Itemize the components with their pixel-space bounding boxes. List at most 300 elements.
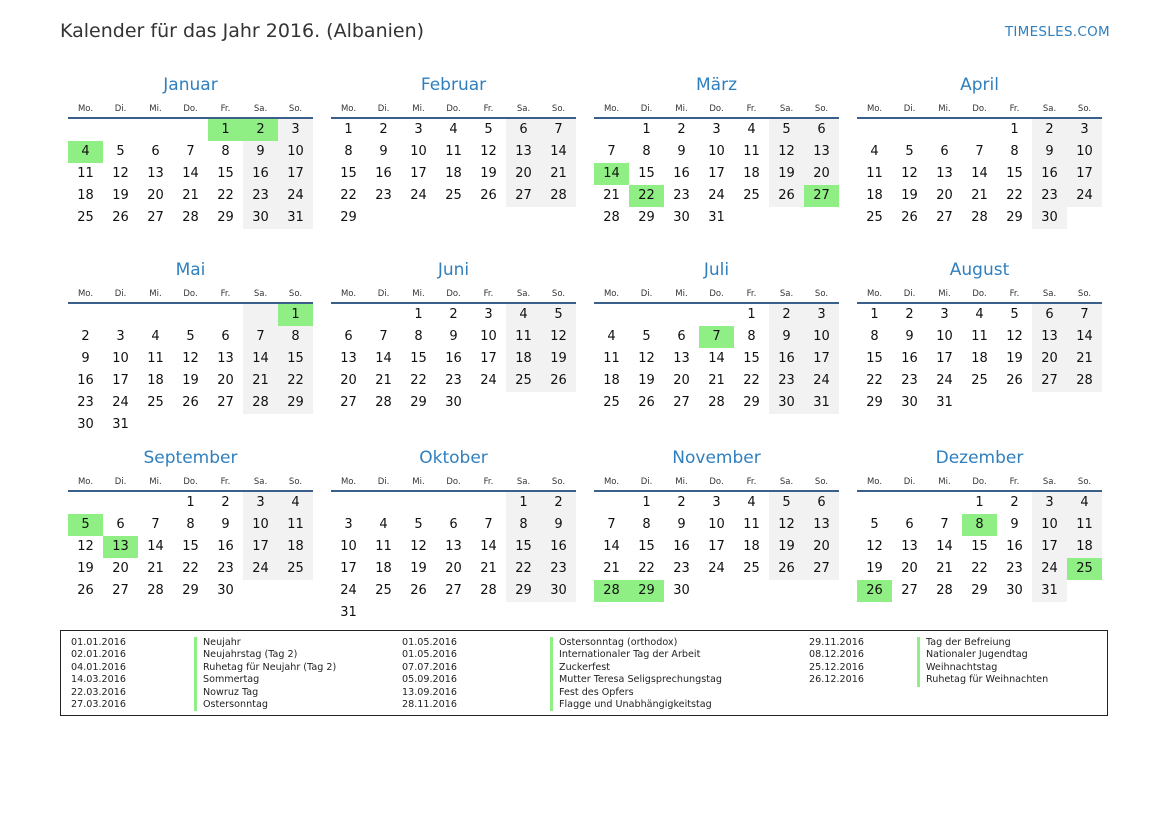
weekday-header	[857, 283, 1102, 304]
empty-cell	[138, 119, 173, 141]
day-cell: 15	[971, 539, 988, 554]
weekday-label: Mo.	[866, 289, 883, 299]
empty-cell	[138, 304, 173, 326]
day-cell: 27	[804, 185, 839, 207]
weekday-label: Fr.	[483, 289, 494, 299]
day-cell: 12	[77, 539, 94, 554]
weekday-label: Do.	[446, 289, 461, 299]
weekday-label: Sa.	[1042, 477, 1057, 487]
weekday-label: Fr.	[1009, 289, 1020, 299]
day-cell: 10	[708, 517, 725, 532]
month-name: Juli	[703, 260, 730, 280]
weekday-label: So.	[288, 289, 303, 299]
empty-cell	[962, 392, 997, 414]
day-cell: 23	[673, 188, 690, 203]
month-name: April	[960, 75, 999, 95]
day-cell: 13	[936, 166, 953, 181]
day-cell: 2	[905, 307, 914, 322]
empty-cell	[173, 119, 208, 141]
day-cell: 14	[1067, 326, 1102, 348]
day-cell: 19	[480, 166, 497, 181]
month-4	[68, 255, 313, 443]
day-grid	[857, 492, 1102, 602]
empty-cell	[506, 207, 541, 229]
day-cell: 1	[870, 307, 879, 322]
day-cell: 26	[182, 395, 199, 410]
weekday-label: Mo.	[866, 477, 883, 487]
weekday-label: Do.	[709, 289, 724, 299]
day-cell: 24	[708, 188, 725, 203]
weekday-header	[68, 283, 313, 304]
day-cell: 11	[445, 144, 462, 159]
day-cell: 30	[673, 210, 690, 225]
day-grid	[331, 304, 576, 414]
day-cell: 4	[1067, 492, 1102, 514]
day-cell: 5	[414, 517, 423, 532]
day-cell: 24	[1032, 558, 1067, 580]
empty-cell	[927, 119, 962, 141]
weekday-label: Fr.	[1009, 104, 1020, 114]
day-cell: 15	[340, 166, 357, 181]
day-cell: 28	[182, 210, 199, 225]
month-name: August	[949, 260, 1010, 280]
weekday-label: Mi.	[412, 289, 425, 299]
day-cell: 15	[278, 348, 313, 370]
day-cell: 23	[375, 188, 392, 203]
weekday-label: Sa.	[516, 289, 531, 299]
day-cell: 17	[112, 373, 129, 388]
empty-cell	[208, 304, 243, 326]
day-cell: 19	[901, 188, 918, 203]
day-cell: 17	[708, 166, 725, 181]
empty-cell	[68, 492, 103, 514]
day-cell: 24	[278, 185, 313, 207]
empty-cell	[699, 580, 734, 602]
day-cell: 22	[1006, 188, 1023, 203]
day-cell: 28	[594, 580, 629, 602]
day-grid	[857, 304, 1102, 414]
day-cell: 10	[804, 326, 839, 348]
day-cell: 18	[278, 536, 313, 558]
day-cell: 8	[642, 517, 651, 532]
empty-cell	[366, 492, 401, 514]
day-cell: 22	[217, 188, 234, 203]
empty-cell	[366, 304, 401, 326]
day-cell: 11	[147, 351, 164, 366]
day-cell: 21	[243, 370, 278, 392]
empty-cell	[857, 119, 892, 141]
weekday-label: Sa.	[1042, 104, 1057, 114]
day-cell: 21	[936, 561, 953, 576]
weekday-label: Do.	[183, 477, 198, 487]
day-cell: 24	[340, 583, 357, 598]
day-cell: 22	[410, 373, 427, 388]
day-cell: 30	[77, 417, 94, 432]
day-cell: 25	[1067, 558, 1102, 580]
day-cell: 3	[712, 122, 721, 137]
weekday-label: Mo.	[77, 289, 94, 299]
day-cell: 31	[112, 417, 129, 432]
weekday-label: Sa.	[516, 104, 531, 114]
day-cell: 20	[112, 561, 129, 576]
month-name: Januar	[163, 75, 218, 95]
day-cell: 9	[1032, 141, 1067, 163]
day-cell: 2	[243, 119, 278, 141]
day-cell: 7	[151, 517, 160, 532]
day-cell: 15	[638, 166, 655, 181]
empty-cell	[436, 602, 471, 624]
day-cell: 6	[804, 492, 839, 514]
day-cell: 25	[375, 583, 392, 598]
day-cell: 13	[1032, 326, 1067, 348]
site-link[interactable]: TIMESLES.COM	[1004, 24, 1110, 40]
weekday-label: Fr.	[220, 104, 231, 114]
day-cell: 28	[375, 395, 392, 410]
day-cell: 3	[414, 122, 423, 137]
weekday-label: So.	[814, 289, 829, 299]
day-cell: 23	[1006, 561, 1023, 576]
month-name: Mai	[175, 260, 206, 280]
holiday-name: Ostersonntag	[194, 699, 268, 711]
day-cell: 18	[1067, 536, 1102, 558]
day-cell: 26	[112, 210, 129, 225]
day-cell: 9	[905, 329, 914, 344]
day-cell: 20	[804, 163, 839, 185]
day-grid	[331, 492, 576, 624]
day-cell: 17	[278, 163, 313, 185]
day-cell: 22	[971, 561, 988, 576]
weekday-label: So.	[1077, 289, 1092, 299]
day-cell: 19	[769, 163, 804, 185]
weekday-header	[331, 98, 576, 119]
day-cell: 26	[410, 583, 427, 598]
day-cell: 24	[243, 558, 278, 580]
day-cell: 2	[769, 304, 804, 326]
day-cell: 30	[1032, 207, 1067, 229]
day-cell: 27	[147, 210, 164, 225]
empty-cell	[68, 119, 103, 141]
weekday-label: Do.	[972, 289, 987, 299]
day-cell: 17	[243, 536, 278, 558]
day-cell: 13	[147, 166, 164, 181]
day-cell: 17	[410, 166, 427, 181]
weekday-label: Mi.	[149, 477, 162, 487]
holiday-name: Flagge und Unabhängigkeitstag	[550, 699, 712, 711]
empty-cell	[541, 207, 576, 229]
day-cell: 22	[506, 558, 541, 580]
day-cell: 1	[278, 304, 313, 326]
holiday-name: Ostersonntag (orthodox)	[550, 637, 677, 649]
day-cell: 15	[410, 351, 427, 366]
day-cell: 27	[217, 395, 234, 410]
weekday-label: Di.	[377, 289, 390, 299]
day-cell: 25	[147, 395, 164, 410]
day-cell: 27	[340, 395, 357, 410]
day-cell: 22	[629, 185, 664, 207]
day-cell: 30	[541, 580, 576, 602]
holiday-name: Nowruz Tag	[194, 687, 258, 699]
holiday-name: Nationaler Jugendtag	[917, 649, 1028, 661]
day-cell: 1	[747, 307, 756, 322]
day-cell: 13	[673, 351, 690, 366]
day-cell: 26	[1006, 373, 1023, 388]
empty-cell	[769, 580, 804, 602]
day-cell: 15	[182, 539, 199, 554]
empty-cell	[103, 119, 138, 141]
empty-cell	[103, 304, 138, 326]
day-cell: 2	[541, 492, 576, 514]
day-cell: 14	[936, 539, 953, 554]
day-grid	[594, 304, 839, 414]
day-cell: 23	[1032, 185, 1067, 207]
day-cell: 20	[147, 188, 164, 203]
day-grid	[594, 119, 839, 229]
holiday-date: 14.03.2016	[71, 674, 126, 686]
empty-cell	[401, 602, 436, 624]
day-cell: 10	[340, 539, 357, 554]
holiday-date: 28.11.2016	[402, 698, 457, 710]
empty-cell	[401, 207, 436, 229]
month-11	[857, 443, 1102, 628]
empty-cell	[541, 602, 576, 624]
day-cell: 16	[673, 539, 690, 554]
empty-cell	[629, 304, 664, 326]
day-cell: 6	[151, 144, 160, 159]
day-cell: 30	[243, 207, 278, 229]
day-cell: 27	[673, 395, 690, 410]
day-cell: 3	[1032, 492, 1067, 514]
day-cell: 30	[1006, 583, 1023, 598]
holiday-date: 01.05.2016	[402, 649, 457, 661]
day-cell: 25	[506, 370, 541, 392]
day-cell: 5	[116, 144, 125, 159]
holiday-date: 05.09.2016	[402, 674, 457, 686]
day-cell: 7	[699, 326, 734, 348]
day-cell: 20	[804, 536, 839, 558]
day-cell: 16	[541, 536, 576, 558]
empty-cell	[506, 602, 541, 624]
day-cell: 28	[541, 185, 576, 207]
day-cell: 21	[603, 561, 620, 576]
day-cell: 8	[962, 514, 997, 536]
weekday-label: Mi.	[938, 477, 951, 487]
day-cell: 25	[743, 561, 760, 576]
weekday-header	[594, 471, 839, 492]
month-name: Februar	[420, 75, 487, 95]
day-cell: 3	[940, 307, 949, 322]
weekday-label: Di.	[640, 289, 653, 299]
weekday-label: Sa.	[779, 477, 794, 487]
empty-cell	[103, 492, 138, 514]
empty-cell	[734, 207, 769, 229]
holiday-date: 27.03.2016	[71, 698, 126, 710]
weekday-label: Sa.	[1042, 289, 1057, 299]
day-cell: 19	[541, 348, 576, 370]
weekday-label: So.	[551, 477, 566, 487]
day-cell: 10	[1067, 141, 1102, 163]
day-cell: 3	[1067, 119, 1102, 141]
day-cell: 22	[278, 370, 313, 392]
weekday-label: Di.	[114, 477, 127, 487]
day-cell: 27	[901, 583, 918, 598]
weekday-label: Mi.	[938, 104, 951, 114]
day-cell: 12	[1006, 329, 1023, 344]
empty-cell	[68, 304, 103, 326]
day-cell: 8	[221, 144, 230, 159]
day-cell: 7	[243, 326, 278, 348]
day-cell: 9	[541, 514, 576, 536]
weekday-label: Mo.	[603, 477, 620, 487]
day-cell: 31	[1032, 580, 1067, 602]
day-cell: 29	[506, 580, 541, 602]
day-cell: 21	[971, 188, 988, 203]
day-cell: 20	[901, 561, 918, 576]
day-cell: 16	[1032, 163, 1067, 185]
weekday-header	[594, 283, 839, 304]
day-cell: 16	[445, 351, 462, 366]
empty-cell	[594, 492, 629, 514]
day-cell: 21	[541, 163, 576, 185]
empty-cell	[594, 304, 629, 326]
empty-cell	[664, 304, 699, 326]
day-cell: 11	[278, 514, 313, 536]
day-cell: 11	[866, 166, 883, 181]
day-cell: 8	[186, 517, 195, 532]
day-cell: 19	[1006, 351, 1023, 366]
weekday-label: Sa.	[779, 104, 794, 114]
weekday-header	[68, 98, 313, 119]
day-cell: 6	[221, 329, 230, 344]
day-cell: 5	[905, 144, 914, 159]
empty-cell	[471, 602, 506, 624]
day-cell: 17	[708, 539, 725, 554]
day-cell: 22	[182, 561, 199, 576]
holiday-date: 13.09.2016	[402, 686, 457, 698]
day-cell: 3	[243, 492, 278, 514]
day-cell: 9	[769, 326, 804, 348]
day-cell: 18	[603, 373, 620, 388]
day-cell: 8	[642, 144, 651, 159]
day-cell: 10	[1032, 514, 1067, 536]
day-cell: 11	[743, 144, 760, 159]
day-cell: 22	[866, 373, 883, 388]
day-cell: 10	[480, 329, 497, 344]
day-cell: 26	[638, 395, 655, 410]
month-name: November	[672, 448, 761, 468]
day-cell: 2	[81, 329, 90, 344]
day-cell: 7	[607, 517, 616, 532]
day-cell: 17	[804, 348, 839, 370]
day-cell: 8	[747, 329, 756, 344]
empty-cell	[243, 414, 278, 436]
day-cell: 21	[1067, 348, 1102, 370]
day-cell: 29	[340, 210, 357, 225]
day-cell: 28	[936, 583, 953, 598]
month-2	[594, 70, 839, 255]
day-cell: 1	[642, 495, 651, 510]
day-cell: 5	[769, 119, 804, 141]
empty-cell	[331, 492, 366, 514]
day-cell: 1	[186, 495, 195, 510]
month-1	[331, 70, 576, 255]
day-cell: 13	[804, 514, 839, 536]
day-cell: 16	[77, 373, 94, 388]
day-cell: 15	[638, 539, 655, 554]
day-cell: 17	[936, 351, 953, 366]
weekday-header	[68, 471, 313, 492]
day-cell: 14	[708, 351, 725, 366]
month-name: Juni	[437, 260, 470, 280]
holiday-name: Internationaler Tag der Arbeit	[550, 649, 700, 661]
holiday-date: 01.05.2016	[402, 637, 457, 648]
day-cell: 29	[278, 392, 313, 414]
day-cell: 11	[375, 539, 392, 554]
weekday-label: Do.	[446, 477, 461, 487]
day-cell: 4	[68, 141, 103, 163]
weekday-label: Di.	[903, 477, 916, 487]
day-cell: 26	[480, 188, 497, 203]
day-cell: 20	[340, 373, 357, 388]
weekday-label: So.	[551, 104, 566, 114]
day-cell: 9	[243, 141, 278, 163]
day-cell: 19	[112, 188, 129, 203]
day-cell: 25	[866, 210, 883, 225]
empty-cell	[1067, 392, 1102, 414]
day-cell: 23	[673, 561, 690, 576]
day-cell: 9	[677, 517, 686, 532]
day-cell: 25	[743, 188, 760, 203]
month-name: Oktober	[419, 448, 488, 468]
day-cell: 16	[769, 348, 804, 370]
day-cell: 7	[607, 144, 616, 159]
day-cell: 7	[484, 517, 493, 532]
day-grid	[68, 119, 313, 229]
day-cell: 21	[182, 188, 199, 203]
day-cell: 11	[971, 329, 988, 344]
day-cell: 29	[638, 210, 655, 225]
holiday-name: Zuckerfest	[550, 662, 610, 674]
weekday-label: Do.	[972, 477, 987, 487]
day-cell: 17	[1032, 536, 1067, 558]
day-cell: 18	[743, 166, 760, 181]
day-cell: 26	[769, 185, 804, 207]
empty-cell	[927, 492, 962, 514]
weekday-label: Fr.	[746, 104, 757, 114]
empty-cell	[471, 492, 506, 514]
holiday-date: 25.12.2016	[809, 661, 864, 673]
day-cell: 5	[642, 329, 651, 344]
calendar-grid	[68, 70, 1102, 628]
weekday-label: Di.	[903, 289, 916, 299]
weekday-label: Fr.	[483, 477, 494, 487]
day-cell: 5	[68, 514, 103, 536]
month-0	[68, 70, 313, 255]
day-cell: 24	[1067, 185, 1102, 207]
weekday-label: Do.	[972, 104, 987, 114]
day-cell: 27	[445, 583, 462, 598]
day-cell: 31	[278, 207, 313, 229]
day-cell: 29	[1006, 210, 1023, 225]
day-cell: 25	[77, 210, 94, 225]
day-cell: 14	[243, 348, 278, 370]
empty-cell	[506, 392, 541, 414]
day-cell: 21	[603, 188, 620, 203]
day-cell: 4	[607, 329, 616, 344]
day-cell: 12	[410, 539, 427, 554]
day-cell: 15	[506, 536, 541, 558]
weekday-label: Di.	[903, 104, 916, 114]
day-cell: 28	[708, 395, 725, 410]
